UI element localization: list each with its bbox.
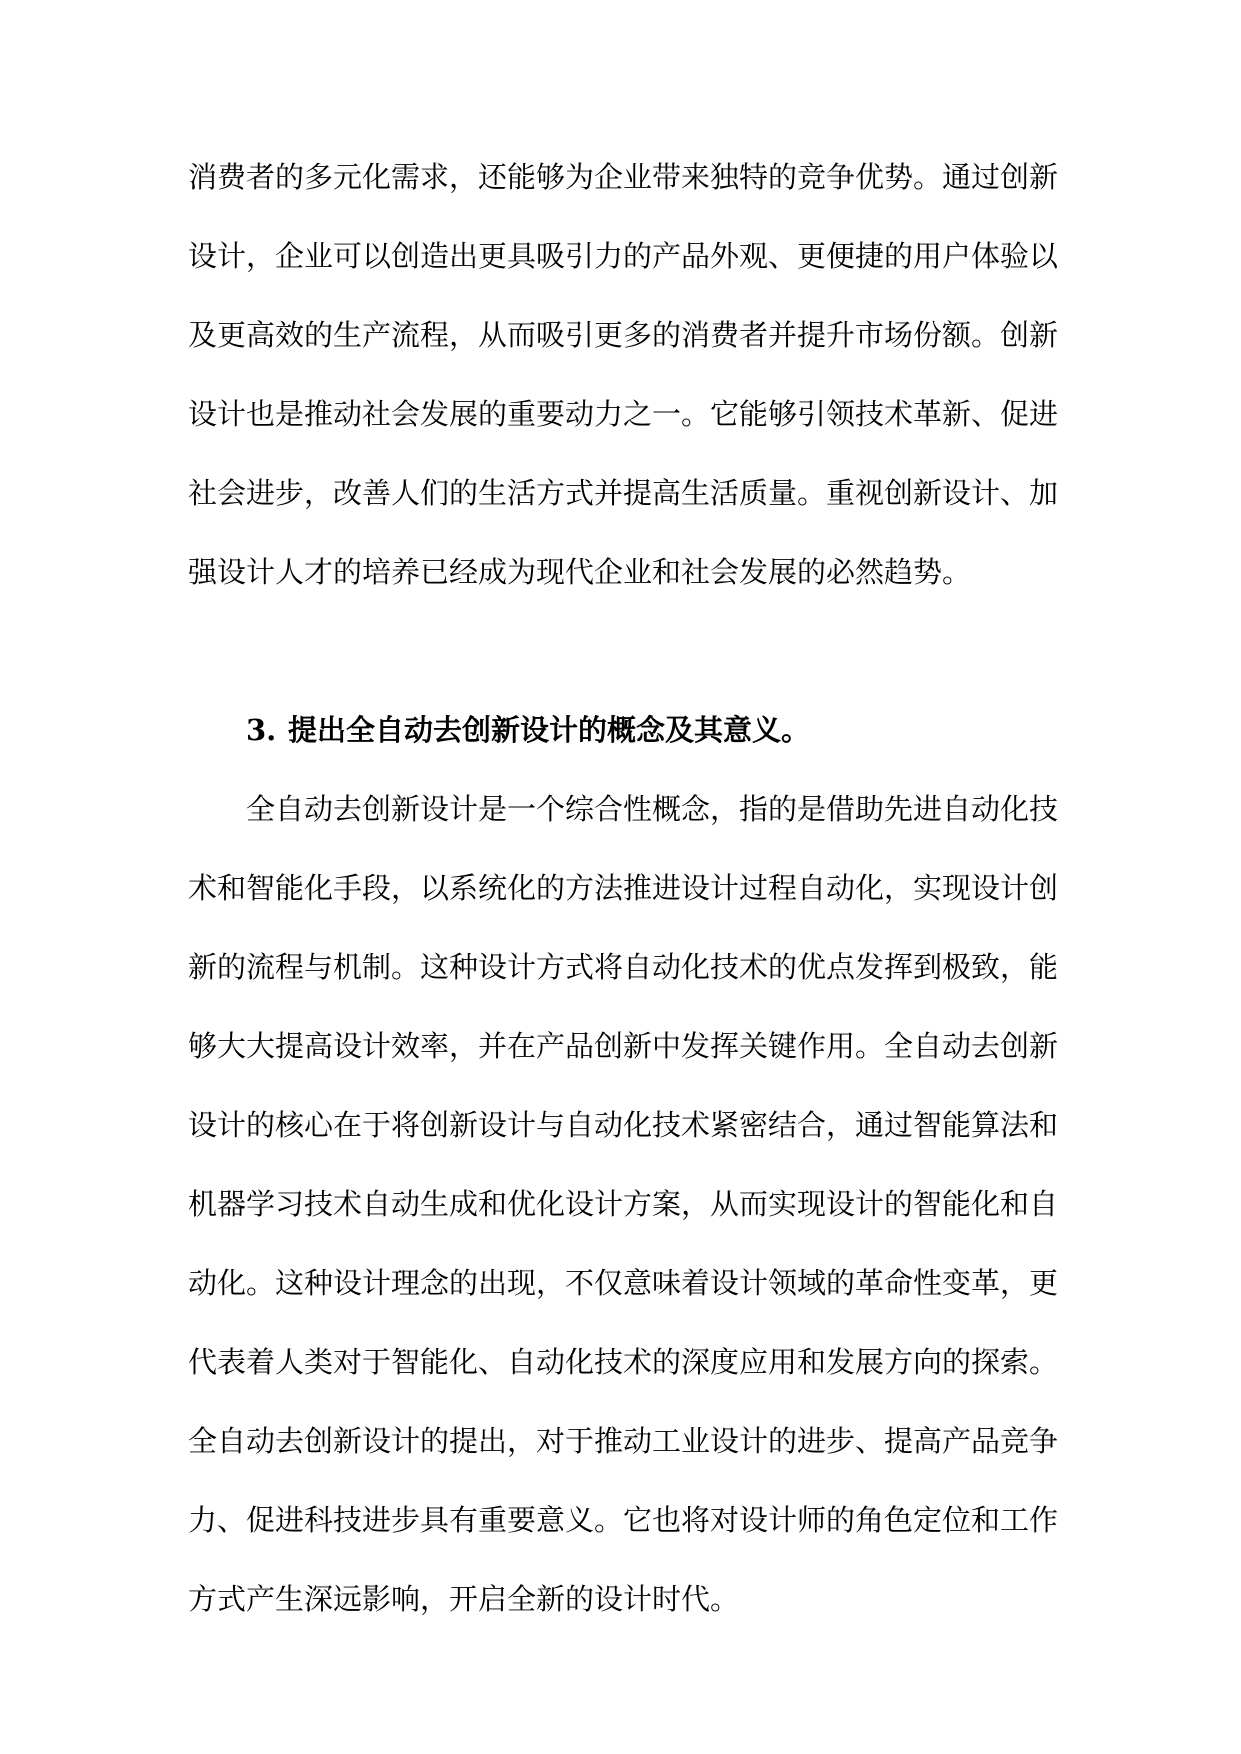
paragraph-line: 强设计人才的培养已经成为现代企业和社会发展的必然趋势。 — [188, 555, 972, 589]
paragraph-line: 术和智能化手段，以系统化的方法推进设计过程自动化，实现设计创 — [188, 871, 1059, 905]
paragraph-line: 代表着人类对于智能化、自动化技术的深度应用和发展方向的探索。 — [188, 1345, 1059, 1379]
section-title: 提出全自动去创新设计的概念及其意义。 — [288, 713, 811, 747]
section-heading — [188, 691, 1053, 770]
document-body — [188, 138, 1059, 1639]
section-number: 3. — [246, 713, 277, 747]
paragraph-line: 全自动去创新设计的提出，对于推动工业设计的进步、提高产品竞争 — [188, 1424, 1059, 1458]
paragraph-line: 力、促进科技进步具有重要意义。它也将对设计师的角色定位和工作 — [188, 1503, 1059, 1537]
paragraph-line: 及更高效的生产流程，从而吸引更多的消费者并提升市场份额。创新 — [188, 318, 1059, 352]
paragraph-line: 方式产生深远影响，开启全新的设计时代。 — [188, 1582, 740, 1616]
paragraph-line: 够大大提高设计效率，并在产品创新中发挥关键作用。全自动去创新 — [188, 1029, 1059, 1063]
paragraph-2 — [188, 770, 1059, 1639]
paragraph-line: 动化。这种设计理念的出现，不仅意味着设计领域的革命性变革，更 — [188, 1266, 1059, 1300]
paragraph-line: 机器学习技术自动生成和优化设计方案，从而实现设计的智能化和自 — [188, 1187, 1059, 1221]
paragraph-line: 社会进步，改善人们的生活方式并提高生活质量。重视创新设计、加 — [188, 476, 1059, 510]
paragraph-line: 新的流程与机制。这种设计方式将自动化技术的优点发挥到极致，能 — [188, 950, 1059, 984]
paragraph-line: 设计，企业可以创造出更具吸引力的产品外观、更便捷的用户体验以 — [188, 239, 1059, 273]
paragraph-line: 设计的核心在于将创新设计与自动化技术紧密结合，通过智能算法和 — [188, 1108, 1059, 1142]
paragraph-line: 设计也是推动社会发展的重要动力之一。它能够引领技术革新、促进 — [188, 397, 1059, 431]
paragraph-1 — [188, 138, 1059, 612]
paragraph-line: 全自动去创新设计是一个综合性概念，指的是借助先进自动化技 — [246, 792, 1059, 826]
paragraph-line: 消费者的多元化需求，还能够为企业带来独特的竞争优势。通过创新 — [188, 160, 1059, 194]
